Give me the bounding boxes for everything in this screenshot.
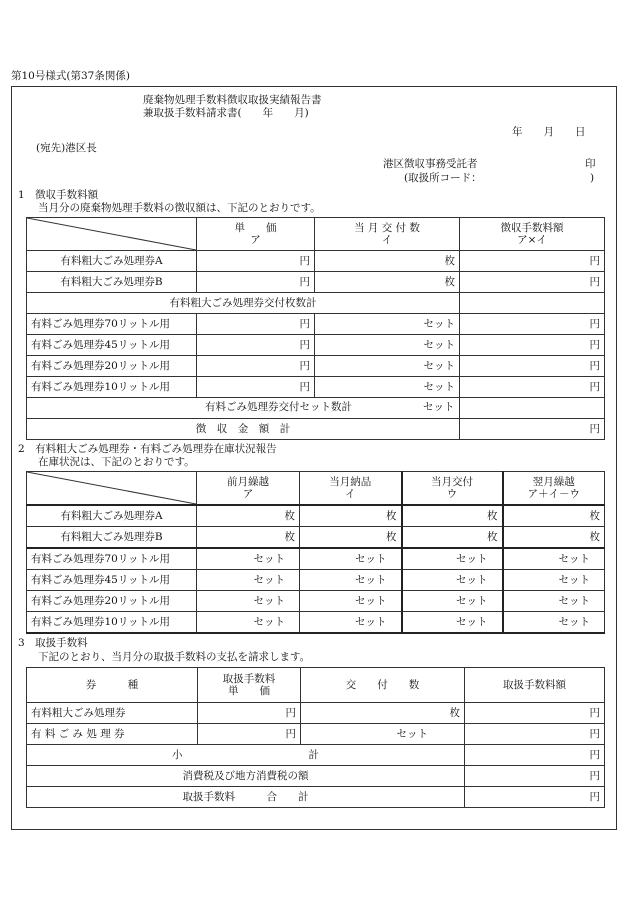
tax-cell[interactable]: 円	[465, 766, 605, 787]
grand-total-cell[interactable]: 円	[460, 419, 605, 440]
row-label: 有料粗大ごみ処理券B	[27, 272, 197, 293]
table-row	[27, 724, 605, 745]
head-unit-price: 単 価 ア	[197, 218, 315, 251]
amount-cell[interactable]: 円	[460, 314, 605, 335]
issued-cell[interactable]: セット	[402, 570, 503, 591]
received-cell[interactable]: 枚	[300, 527, 402, 549]
title-line2: 兼取扱手数料請求書( 年 月)	[143, 107, 309, 119]
head-fee-amount: 徴収手数料額 ア×イ	[460, 218, 605, 251]
table-row	[27, 591, 605, 612]
issued-cell[interactable]: セット	[402, 591, 503, 612]
section3-heading: 3 取扱手数料	[18, 637, 88, 649]
bag-total-cell[interactable]	[27, 398, 460, 419]
unit-price-cell[interactable]: 円	[197, 356, 315, 377]
received-cell[interactable]: セット	[300, 548, 402, 570]
table-row	[27, 548, 605, 570]
row-label: 有料ごみ処理券70リットル用	[27, 314, 197, 335]
total-cell[interactable]: 円	[465, 787, 605, 808]
unit-price-cell[interactable]: 円	[197, 335, 315, 356]
head-issued: 当月交付 ウ	[402, 472, 503, 506]
section3-intro: 下記のとおり、当月分の取扱手数料の支払を請求します。	[38, 651, 311, 663]
grand-total-label: 徴 収 金 額 計	[27, 419, 460, 440]
unit-price-cell[interactable]: 円	[197, 251, 315, 272]
section1-intro: 当月分の廃棄物処理手数料の徴収額は、下記のとおりです。	[38, 202, 321, 214]
total-label: 取扱手数料 合 計	[27, 787, 465, 808]
received-cell[interactable]: 枚	[300, 505, 402, 527]
unit-price-cell[interactable]: 円	[197, 272, 315, 293]
table-row	[27, 251, 605, 272]
subtotal-row	[27, 745, 605, 766]
amount-cell[interactable]: 円	[460, 335, 605, 356]
row-label: 有料ごみ処理券20リットル用	[27, 591, 197, 612]
received-cell[interactable]: セット	[300, 570, 402, 591]
table-row	[27, 377, 605, 398]
subtotal-cell[interactable]: 円	[465, 745, 605, 766]
count-cell[interactable]: 枚	[301, 703, 465, 724]
count-cell[interactable]: セット	[301, 724, 465, 745]
head-issued-count: 当 月 交 付 数 イ	[315, 218, 460, 251]
prev-cell[interactable]: セット	[197, 591, 300, 612]
bag-total-amount[interactable]	[460, 398, 605, 419]
row-label: 有料ごみ処理券10リットル用	[27, 612, 197, 634]
amount-cell[interactable]: 円	[460, 272, 605, 293]
row-label: 有料ごみ処理券70リットル用	[27, 548, 197, 570]
count-cell[interactable]: 枚	[315, 251, 460, 272]
date-line: 年 月 日	[512, 126, 586, 138]
bulky-total-row	[27, 293, 605, 314]
head-handling-unit: 取扱手数料 単 価	[198, 668, 301, 703]
issued-cell[interactable]: 枚	[402, 505, 503, 527]
count-cell[interactable]: セット	[315, 356, 460, 377]
total-row	[27, 787, 605, 808]
received-cell[interactable]: セット	[300, 612, 402, 634]
amount-cell[interactable]: 円	[460, 251, 605, 272]
agency-code-label: (取扱所コード：	[404, 172, 482, 184]
prev-cell[interactable]: セット	[197, 612, 300, 634]
diagonal-header-cell	[27, 218, 197, 251]
amount-cell[interactable]: 円	[460, 356, 605, 377]
amount-cell[interactable]: 円	[465, 724, 605, 745]
prev-cell[interactable]: セット	[197, 570, 300, 591]
row-label: 有料粗大ごみ処理券B	[27, 527, 197, 549]
carry-cell[interactable]: セット	[503, 591, 605, 612]
title-line1: 廃棄物処理手数料徴収取扱実績報告書	[143, 94, 322, 106]
agency-code-close: )	[590, 172, 595, 184]
row-label: 有料ごみ処理券20リットル用	[27, 356, 197, 377]
row-label: 有料粗大ごみ処理券A	[27, 251, 197, 272]
bag-total-unit: セット	[423, 401, 455, 413]
unit-price-cell[interactable]: 円	[197, 377, 315, 398]
seal-mark: 印	[585, 158, 596, 170]
handling-fee-table	[26, 667, 605, 808]
issued-cell[interactable]: セット	[402, 548, 503, 570]
row-label: 有料ごみ処理券45リットル用	[27, 570, 197, 591]
inventory-table	[26, 471, 605, 634]
carry-cell[interactable]: セット	[503, 548, 605, 570]
table-row	[27, 570, 605, 591]
amount-cell[interactable]: 円	[465, 703, 605, 724]
row-label: 有料粗大ごみ処理券A	[27, 505, 197, 527]
prev-cell[interactable]: セット	[197, 548, 300, 570]
head-ticket-type: 券 種	[27, 668, 198, 703]
head-prev: 前月繰越 ア	[197, 472, 300, 506]
subtotal-label: 小 計	[27, 745, 465, 766]
table-row	[27, 335, 605, 356]
table-row	[27, 356, 605, 377]
section1-heading: 1 徴収手数料額	[18, 189, 99, 201]
carry-cell[interactable]: セット	[503, 570, 605, 591]
table-row	[27, 612, 605, 634]
row-label: 有料粗大ごみ処理券	[27, 703, 198, 724]
form-number: 第10号様式(第37条関係)	[11, 70, 130, 82]
unit-price-cell[interactable]: 円	[197, 314, 315, 335]
head-received: 当月納品 イ	[300, 472, 402, 506]
row-label: 有料ごみ処理券45リットル用	[27, 335, 197, 356]
received-cell[interactable]: セット	[300, 591, 402, 612]
diagonal-header-cell	[27, 472, 197, 506]
tax-row	[27, 766, 605, 787]
row-label: 有 料 ご み 処 理 券	[27, 724, 198, 745]
count-cell[interactable]: セット	[315, 377, 460, 398]
head-issued-count: 交 付 数	[301, 668, 465, 703]
carry-cell[interactable]: 枚	[503, 527, 605, 549]
bulky-total-cell[interactable]	[460, 293, 605, 314]
prev-cell[interactable]: 枚	[197, 527, 300, 549]
table-row	[27, 527, 605, 549]
section2-heading: 2 有料粗大ごみ処理券・有料ごみ処理券在庫状況報告	[18, 443, 277, 455]
bag-total-row	[27, 398, 605, 419]
head-carry-forward: 翌月繰越 ア＋イ－ウ	[503, 472, 605, 506]
bag-total-label: 有料ごみ処理券交付セット数計	[205, 401, 352, 413]
count-cell[interactable]: セット	[315, 314, 460, 335]
addressee: (宛先)港区長	[36, 142, 97, 154]
contractor-label: 港区徴収事務受託者	[383, 158, 478, 170]
prev-cell[interactable]: 枚	[197, 505, 300, 527]
carry-cell[interactable]: セット	[503, 612, 605, 634]
fee-collection-table	[26, 217, 605, 440]
amount-cell[interactable]: 円	[460, 377, 605, 398]
grand-total-row	[27, 419, 605, 440]
issued-cell[interactable]: セット	[402, 612, 503, 634]
unit-price-cell[interactable]: 円	[198, 724, 301, 745]
issued-cell[interactable]: 枚	[402, 527, 503, 549]
table-row	[27, 505, 605, 527]
tax-label: 消費税及び地方消費税の額	[27, 766, 465, 787]
table-row	[27, 272, 605, 293]
count-cell[interactable]: セット	[315, 335, 460, 356]
carry-cell[interactable]: 枚	[503, 505, 605, 527]
section2-intro: 在庫状況は、下記のとおりです。	[38, 456, 195, 468]
bulky-total-label: 有料粗大ごみ処理券交付枚数計	[27, 293, 460, 314]
count-cell[interactable]: 枚	[315, 272, 460, 293]
row-label: 有料ごみ処理券10リットル用	[27, 377, 197, 398]
table-row	[27, 703, 605, 724]
head-handling-amount: 取扱手数料額	[465, 668, 605, 703]
table-row	[27, 314, 605, 335]
unit-price-cell[interactable]: 円	[198, 703, 301, 724]
